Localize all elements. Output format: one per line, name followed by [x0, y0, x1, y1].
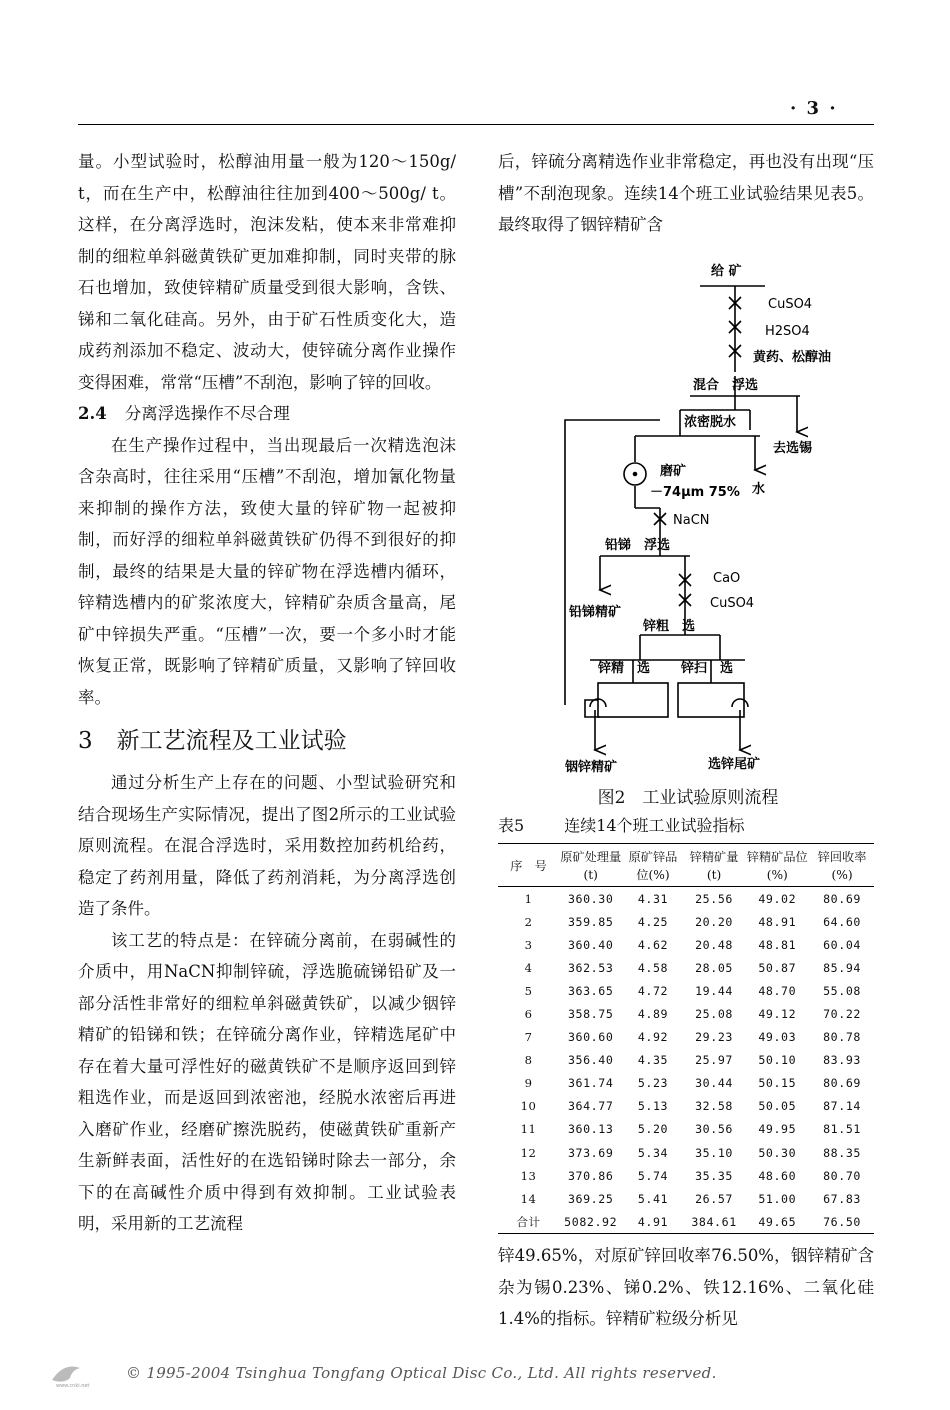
table-cell: 25.56 — [695, 891, 733, 906]
paragraph-3: 通过分析生产上存在的问题、小型试验研究和结合现场生产实际情况，提出了图2所示的工业试验原则流程。在混合浮选时，采用数控加药机给药，稳定了药剂用量，降低了药剂消耗，为分离浮选创造了条件。 — [78, 773, 456, 918]
section-title: 新工艺流程及工业试验 — [116, 728, 347, 754]
section-2-4-heading — [78, 398, 456, 430]
table-cell: 81.51 — [823, 1122, 861, 1137]
table-cell: 25.97 — [695, 1053, 733, 1068]
table-cell: 4.31 — [637, 891, 669, 906]
table-cell: 87.14 — [823, 1099, 861, 1114]
table-cell: 50.15 — [758, 1076, 797, 1091]
table-cell: 25.08 — [695, 1007, 733, 1022]
table-cell: 19.44 — [695, 983, 733, 998]
table-cell: 20.48 — [695, 937, 733, 952]
label-zinc-scavenger: 锌扫 选 — [681, 661, 734, 676]
table-cell: 370.86 — [567, 1168, 614, 1183]
table-cell: 49.95 — [758, 1122, 797, 1137]
table-row — [498, 979, 874, 1002]
table-cell: 70.22 — [823, 1007, 861, 1022]
table-row — [498, 1210, 874, 1234]
table-cell: 29.23 — [695, 1030, 733, 1045]
table-cell: 50.87 — [758, 960, 797, 975]
table-cell: 5.23 — [637, 1076, 669, 1091]
table-cell: 4 — [524, 960, 533, 975]
table-cell: 360.40 — [567, 937, 614, 952]
table-cell: 80.69 — [823, 891, 861, 906]
table-row — [498, 910, 874, 933]
table-row — [498, 887, 874, 911]
table-cell: 49.03 — [758, 1030, 797, 1045]
table-cell: 49.12 — [758, 1007, 797, 1022]
table-cell: 5.34 — [637, 1145, 669, 1160]
label-cuso4-2: CuSO4 — [710, 596, 755, 611]
table-cell: 5.41 — [637, 1191, 669, 1206]
figure-caption: 图2 工业试验原则流程 — [597, 788, 779, 808]
table-row — [498, 1049, 874, 1072]
table-row — [498, 1187, 874, 1210]
table-cell: 9 — [524, 1076, 533, 1091]
table-title: 连续14个班工业试验指标 — [564, 816, 745, 835]
table-cell: 80.78 — [823, 1030, 861, 1045]
label-feed: 给 矿 — [711, 264, 742, 279]
table-number: 表5 — [498, 816, 525, 835]
table-row — [498, 1141, 874, 1164]
table-cell: 88.35 — [823, 1145, 861, 1160]
table-cell: 5 — [524, 983, 533, 998]
section-number: 3 — [78, 728, 93, 754]
table-cell: 13 — [520, 1168, 537, 1183]
table-cell: 48.81 — [758, 937, 797, 952]
table-cell: 49.65 — [744, 1210, 810, 1234]
table-cell: 85.94 — [823, 960, 861, 975]
table-cell: 1 — [524, 891, 533, 906]
label-zinc-cleaner: 锌精 选 — [598, 661, 651, 676]
logo-text: www.cnki.net — [56, 1383, 90, 1388]
right-column-bottom — [498, 1240, 874, 1335]
table-cell: 4.25 — [637, 914, 669, 929]
table-header-row — [498, 844, 874, 887]
table-cell: 14 — [520, 1191, 537, 1206]
table-row — [498, 1095, 874, 1118]
table-cell: 26.57 — [695, 1191, 733, 1206]
col-header: 序 号 — [510, 859, 547, 873]
table-cell: 11 — [520, 1122, 537, 1137]
col-header: 锌精矿品位(%) — [746, 850, 808, 882]
label-cuso4-1: CuSO4 — [768, 297, 813, 312]
table-cell: 5.13 — [637, 1099, 669, 1114]
table-cell: 4.89 — [637, 1007, 669, 1022]
table-cell: 384.61 — [684, 1210, 745, 1234]
table-cell: 5.74 — [637, 1168, 669, 1183]
table-cell: 20.20 — [695, 914, 733, 929]
label-zinc-tailings: 选锌尾矿 — [708, 757, 761, 772]
footer — [0, 1356, 950, 1392]
paragraph-4: 该工艺的特点是：在锌硫分离前，在弱碱性的介质中，用NaCN抑制锌硫，浮选脆硫锑铅矿及一部分活性非常好的细粒单斜磁黄铁矿，以减少铟锌精矿的铅锑和铁；在锌硫分离作业，锌精选尾矿中存在着大量可浮性好的磁黄铁矿不是顺序返回到锌粗选作业，而是返回到浓密池，经脱水浓密后再进入磨矿作业，经磨矿擦洗脱药，使磁黄铁矿重新产生新鲜表面，活性好的在选铅锑时除去一部分，余下的在高碱性介质中得到有效抑制。工业试验表明，采用新的工艺流程 — [78, 930, 456, 1233]
label-mixed-flotation: 混合 浮选 — [693, 378, 759, 393]
table-cell: 50.10 — [758, 1053, 797, 1068]
label-thickening: 浓密脱水 — [684, 415, 737, 430]
table-cell: 80.70 — [823, 1168, 861, 1183]
copyright-text: © 1995-2004 Tsinghua Tongfang Optical Disc Co., Ltd. All rights reserved. — [126, 1364, 717, 1382]
table-cell: 48.70 — [758, 983, 797, 998]
table-cell: 48.60 — [758, 1168, 797, 1183]
table-row — [498, 1026, 874, 1049]
table-cell: 8 — [524, 1053, 533, 1068]
section-title: 分离浮选操作不尽合理 — [124, 404, 290, 423]
table-cell: 80.69 — [823, 1076, 861, 1091]
label-water: 水 — [752, 482, 766, 497]
table-cell: 32.58 — [695, 1099, 733, 1114]
table-cell: 35.10 — [695, 1145, 733, 1160]
right-column-top — [498, 146, 874, 241]
results-table — [498, 843, 874, 1234]
table-cell: 30.56 — [695, 1122, 733, 1137]
table-cell: 6 — [524, 1007, 533, 1022]
table-row — [498, 1002, 874, 1025]
table-cell: 360.13 — [567, 1122, 614, 1137]
table-row — [498, 1118, 874, 1141]
section-number: 2.4 — [78, 404, 107, 423]
label-reagents: 黄药、松醇油 — [753, 350, 832, 365]
label-indium-zinc-concentrate: 铟锌精矿 — [565, 760, 618, 775]
section-3-heading — [78, 723, 456, 759]
table-cell: 30.44 — [695, 1076, 733, 1091]
label-grinding: 磨矿 — [660, 464, 687, 479]
label-pbsb-flotation: 铅锑 浮选 — [605, 538, 671, 553]
table-cell: 5082.92 — [559, 1210, 622, 1234]
label-cao: CaO — [713, 571, 741, 586]
table-cell: 83.93 — [823, 1053, 861, 1068]
table-cell: 55.08 — [823, 983, 861, 998]
table-cell: 4.92 — [637, 1030, 669, 1045]
table-cell: 362.53 — [567, 960, 614, 975]
table-cell: 合计 — [498, 1210, 559, 1234]
table-cell: 373.69 — [567, 1145, 614, 1160]
label-to-tin: 去选锡 — [773, 441, 813, 456]
table-cell: 49.02 — [758, 891, 797, 906]
table-cell: 359.85 — [567, 914, 614, 929]
label-pbsb-concentrate: 铅锑精矿 — [569, 605, 622, 620]
paragraph-right-bottom: 锌49.65%，对原矿锌回收率76.50%，铟锌精矿含杂为锡0.23%、锑0.2%、铁12.16%、二氧化硅1.4%的指标。锌精矿粒级分析见 — [498, 1246, 874, 1328]
table-cell: 361.74 — [567, 1076, 614, 1091]
paragraph-2: 在生产操作过程中，当出现最后一次精选泡沫含杂高时，往往采用“压槽”不刮泡，增加氰化物量来抑制的操作方法，致使大量的锌矿物一起被抑制，而好浮的细粒单斜磁黄铁矿仍得不到很好的抑制，最终的结果是大量的锌矿物在浮选槽内循环，锌精选槽内的矿浆浓度大，锌精矿杂质含量高，尾矿中锌损失严重。“压槽”一次，要一个多小时才能恢复正常，既影响了锌精矿质量，又影响了锌回收率。 — [78, 435, 456, 707]
table-caption — [498, 813, 745, 836]
table-cell: 364.77 — [567, 1099, 614, 1114]
table-cell: 10 — [520, 1099, 537, 1114]
cnki-logo-icon — [50, 1358, 92, 1388]
header-rule — [78, 124, 874, 125]
table-cell: 35.35 — [695, 1168, 733, 1183]
col-header: 原矿处理量(t) — [560, 850, 622, 882]
page-number: · 3 · — [790, 98, 838, 119]
table-cell: 48.91 — [758, 914, 797, 929]
table-cell: 369.25 — [567, 1191, 614, 1206]
table-cell: 76.50 — [810, 1210, 874, 1234]
table-cell: 360.60 — [567, 1030, 614, 1045]
table-row — [498, 1072, 874, 1095]
table-cell: 4.58 — [637, 960, 669, 975]
table-cell: 4.62 — [637, 937, 669, 952]
table-cell: 67.83 — [823, 1191, 861, 1206]
table-row — [498, 956, 874, 979]
table-cell: 4.72 — [637, 983, 669, 998]
paragraph-1: 量。小型试验时，松醇油用量一般为120～150g/ t，而在生产中，松醇油往往加到400～500g/ t。这样，在分离浮选时，泡沫发粘，使本来非常难抑制的细粒单斜磁黄铁矿更加难抑制，同时夹带的脉石也增加，致使锌精矿质量受到很大影响，含铁、锑和二氧化硅高。另外，由于矿石性质变化大，造成药剂添加不稳定、波动大，使锌硫分离作业操作变得困难，常常“压槽”不刮泡，影响了锌的回收。 — [78, 152, 456, 392]
table-cell: 356.40 — [567, 1053, 614, 1068]
table-cell: 28.05 — [695, 960, 733, 975]
table-cell: 4.35 — [637, 1053, 669, 1068]
label-nacn: NaCN — [673, 513, 710, 528]
table-cell: 4.91 — [622, 1210, 683, 1234]
table-cell: 363.65 — [567, 983, 614, 998]
table-cell: 64.60 — [823, 914, 861, 929]
label-zinc-rougher: 锌粗 选 — [643, 619, 696, 634]
table-row — [498, 933, 874, 956]
col-header: 原矿锌品位(%) — [628, 850, 678, 882]
paragraph-right-top: 后，锌硫分离精选作业非常稳定，再也没有出现“压槽”不刮泡现象。连续14个班工业试验结果见表5。最终取得了铟锌精矿含 — [498, 152, 874, 234]
col-header: 锌回收率(%) — [817, 850, 867, 882]
table-cell: 60.04 — [823, 937, 861, 952]
flowsheet-figure — [550, 255, 850, 795]
label-h2so4: H2SO4 — [765, 324, 810, 339]
col-header: 锌精矿量(t) — [689, 850, 739, 882]
table-cell: 50.30 — [758, 1145, 797, 1160]
table-row — [498, 1164, 874, 1187]
table-cell: 3 — [524, 937, 533, 952]
table-cell: 2 — [524, 914, 533, 929]
table-cell: 5.20 — [637, 1122, 669, 1137]
table-cell: 51.00 — [758, 1191, 797, 1206]
left-column — [78, 146, 456, 1240]
table-cell: 360.30 — [567, 891, 614, 906]
table-cell: 7 — [524, 1030, 533, 1045]
label-size: －74μm 75% — [650, 485, 740, 500]
table-cell: 12 — [520, 1145, 537, 1160]
table-cell: 50.05 — [758, 1099, 797, 1114]
table-cell: 358.75 — [567, 1007, 614, 1022]
